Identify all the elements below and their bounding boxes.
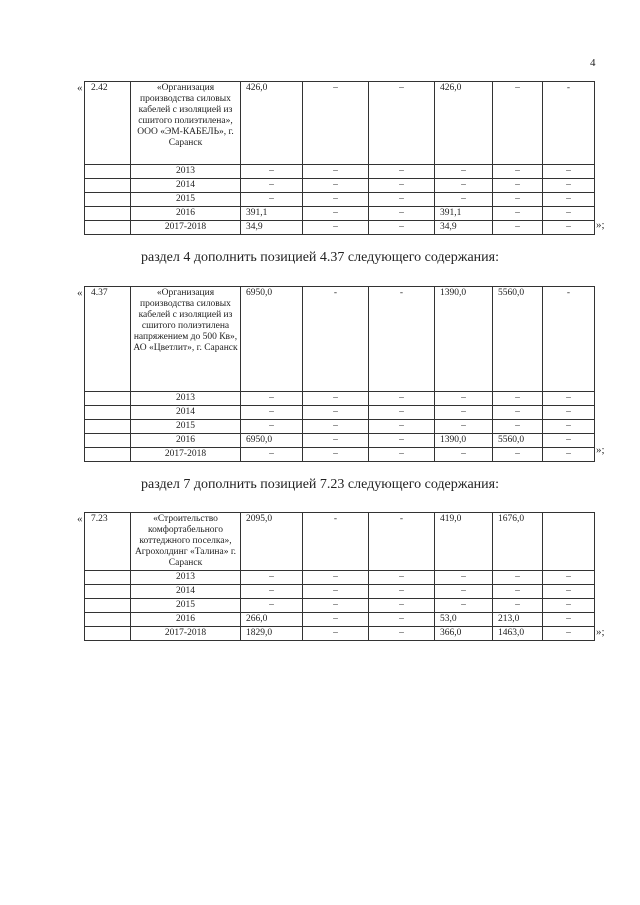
table-row: 2016 266,0 – – 53,0 213,0 –	[85, 613, 595, 627]
table-row	[85, 287, 595, 392]
year-cell: 2015	[131, 193, 241, 207]
quote-close-3: »;	[596, 626, 605, 638]
quote-close-2: »;	[596, 444, 605, 456]
table-row: 2017-2018 1829,0 – – 366,0 1463,0 –	[85, 627, 595, 641]
table-row: 2015 – – – – – –	[85, 193, 595, 207]
value-cell: 419,0	[435, 513, 493, 571]
value-cell: -	[369, 287, 435, 392]
year-cell: 2016	[131, 613, 241, 627]
table-position-7-23	[84, 512, 595, 641]
project-name: «Организация производства силовых кабелей с изоляцией из сшитого полиэтилена», ООО «ЭМ-КАБЕЛЬ», г. Саранск	[131, 82, 241, 165]
value-cell: 5560,0	[493, 287, 543, 392]
value-cell: -	[303, 287, 369, 392]
value-cell: 426,0	[241, 82, 303, 165]
value-cell: -	[303, 513, 369, 571]
table-row	[85, 82, 595, 165]
value-cell: –	[369, 82, 435, 165]
year-cell: 2013	[131, 571, 241, 585]
project-name: «Организация производства силовых кабелей с изоляцией из сшитого полиэтилена напряжением до 500 Кв», АО «Цветлит», г. Саранск	[131, 287, 241, 392]
value-cell: 6950,0	[241, 287, 303, 392]
value-cell: 1390,0	[435, 287, 493, 392]
position-code: 2.42	[85, 82, 131, 165]
table-row: 2015 – – – – – –	[85, 599, 595, 613]
table-row	[85, 513, 595, 571]
table-row: 2013 – – – – – –	[85, 165, 595, 179]
year-cell: 2016	[131, 434, 241, 448]
table-row: 2013 – – – – – –	[85, 571, 595, 585]
year-cell: 2017-2018	[131, 627, 241, 641]
table-position-4-37	[84, 286, 595, 462]
page-number: 4	[590, 57, 596, 69]
value-cell: -	[543, 82, 595, 165]
value-cell: –	[493, 82, 543, 165]
year-cell: 2014	[131, 585, 241, 599]
section-7-instruction: раздел 7 дополнить позицией 7.23 следующего содержания:	[141, 477, 499, 492]
year-cell: 2014	[131, 406, 241, 420]
quote-open-2: «	[77, 287, 83, 299]
year-cell: 2013	[131, 392, 241, 406]
section-4-instruction: раздел 4 дополнить позицией 4.37 следующего содержания:	[141, 250, 499, 265]
table-row: 2014 – – – – – –	[85, 179, 595, 193]
table-row: 2014 – – – – – –	[85, 406, 595, 420]
quote-open-1: «	[77, 82, 83, 94]
value-cell: –	[303, 82, 369, 165]
quote-open-3: «	[77, 513, 83, 525]
table-row: 2016 6950,0 – – 1390,0 5560,0 –	[85, 434, 595, 448]
table-row: 2014 – – – – – –	[85, 585, 595, 599]
year-cell: 2013	[131, 165, 241, 179]
year-cell: 2017-2018	[131, 448, 241, 462]
year-cell: 2017-2018	[131, 221, 241, 235]
table-position-2-42	[84, 81, 595, 235]
year-cell: 2015	[131, 599, 241, 613]
year-cell: 2016	[131, 207, 241, 221]
position-code: 4.37	[85, 287, 131, 392]
table-row: 2017-2018 – – – – – –	[85, 448, 595, 462]
value-cell: 1676,0	[493, 513, 543, 571]
table-row: 2013 – – – – – –	[85, 392, 595, 406]
project-name: «Строительство комфортабельного коттеджного поселка», Агрохолдинг «Талина» г. Саранск	[131, 513, 241, 571]
position-code: 7.23	[85, 513, 131, 571]
value-cell: 2095,0	[241, 513, 303, 571]
quote-close-1: »;	[596, 219, 605, 231]
table-row: 2017-2018 34,9 – – 34,9 – –	[85, 221, 595, 235]
year-cell: 2014	[131, 179, 241, 193]
value-cell: -	[543, 287, 595, 392]
value-cell: 426,0	[435, 82, 493, 165]
value-cell	[543, 513, 595, 571]
table-row: 2016 391,1 – – 391,1 – –	[85, 207, 595, 221]
table-row: 2015 – – – – – –	[85, 420, 595, 434]
value-cell: -	[369, 513, 435, 571]
year-cell: 2015	[131, 420, 241, 434]
